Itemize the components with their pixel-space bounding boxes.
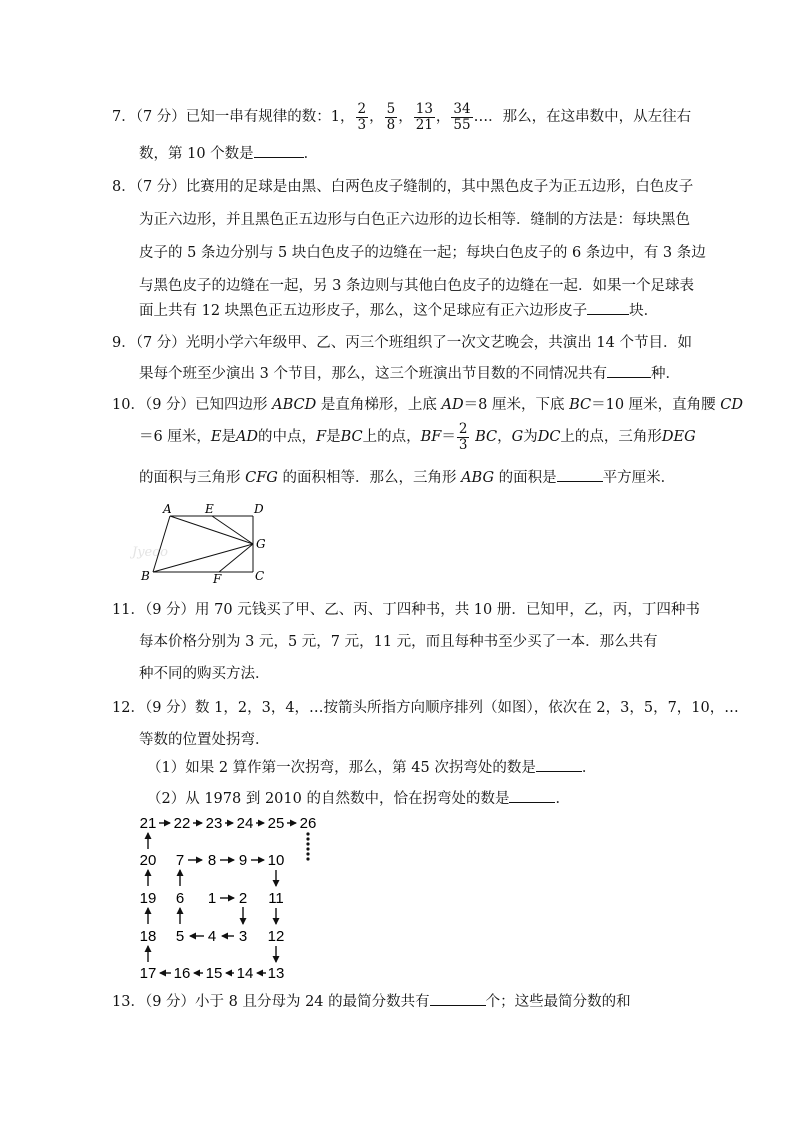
num-19: 19 bbox=[139, 890, 157, 907]
q12-line-1: 12．（9 分）数 1，2，3，4，…按箭头所指方向顺序排列（如图），依次在 2，3，5，7，10，… bbox=[112, 700, 739, 716]
q12-line-2: 等数的位置处拐弯． bbox=[139, 732, 270, 748]
q11-line-2: 每本价格分别为 3 元，5 元，7 元，11 元，而且每种书至少买了一本．那么共有 bbox=[139, 634, 658, 650]
q10-line-1: 10．（9 分）已知四边形 ABCD 是直角梯形，上底 AD＝8 厘米，下底 BC＝10 厘米，直角腰 CD bbox=[112, 397, 743, 413]
q7-line-1: 7．（7 分）已知一串有规律的数：1， $\frac{2}{3}$ ， $\frac{5}{8}$ ， $\frac{13}{21}$ ， $\frac{34}{55}$ …．那么，在这串数中，从左往右 bbox=[112, 100, 692, 133]
num-24: 24 bbox=[236, 815, 254, 832]
q7-text: 7．（7 分）已知一串有规律的数：1， bbox=[112, 109, 355, 125]
trapezoid-figure bbox=[130, 500, 280, 590]
label-D: D bbox=[254, 502, 264, 516]
fraction-2-3: $\frac{2}{3}$ bbox=[357, 100, 367, 133]
num-2: 2 bbox=[238, 890, 248, 907]
q10-line-3: 的面积与三角形 CFG 的面积相等．那么，三角形 ABG 的面积是 平方厘米． bbox=[139, 467, 675, 488]
q8-line-1: 8．（7 分）比赛用的足球是由黑、白两色皮子缝制的，其中黑色皮子为正五边形，白色皮子 bbox=[112, 179, 694, 195]
q8-line-3: 皮子的 5 条边分别与 5 块白色皮子的边缝在一起；每块白色皮子的 6 条边中，有 3 条边 bbox=[139, 245, 706, 261]
num-7: 7 bbox=[175, 852, 185, 869]
num-9: 9 bbox=[238, 852, 248, 869]
answer-blank[interactable] bbox=[509, 788, 555, 803]
fraction-13-21: $\frac{13}{21}$ bbox=[415, 100, 433, 133]
num-8: 8 bbox=[207, 852, 217, 869]
watermark: Jyeoo bbox=[132, 545, 168, 560]
num-10: 10 bbox=[267, 852, 285, 869]
fraction-2-3: $\frac{2}{3}$ bbox=[458, 420, 468, 453]
num-25: 25 bbox=[267, 815, 285, 832]
q10-line-2: ＝6 厘米， E 是 AD 的中点， F 是 BC 上的点， BF ＝ $\frac{2}{3}$ BC ， G 为 DC 上的点，三角形 DEG bbox=[139, 420, 696, 453]
num-6: 6 bbox=[175, 890, 185, 907]
num-13: 13 bbox=[267, 965, 285, 982]
q9-line-2: 果每个班至少演出 3 个节目，那么，这三个班演出节目数的不同情况共有 种． bbox=[139, 363, 680, 384]
q11-line-1: 11．（9 分）用 70 元钱买了甲、乙、丙、丁四种书，共 10 册．已知甲，乙，丙，丁四种书 bbox=[112, 602, 700, 618]
label-G: G bbox=[256, 537, 266, 551]
label-B: B bbox=[141, 569, 150, 583]
q8-line-4: 与黑色皮子的边缝在一起，另 3 条边则与其他白色皮子的边缝在一起．如果一个足球表 bbox=[139, 278, 694, 294]
num-16: 16 bbox=[173, 965, 191, 982]
label-E: E bbox=[205, 502, 214, 516]
num-26: 26 bbox=[299, 815, 317, 832]
num-17: 17 bbox=[139, 965, 157, 982]
q12-sub-1: （1）如果 2 算作第一次拐弯，那么，第 45 次拐弯处的数是 ． bbox=[147, 757, 596, 778]
num-21: 21 bbox=[139, 815, 157, 832]
num-18: 18 bbox=[139, 928, 157, 945]
answer-blank[interactable] bbox=[254, 143, 304, 158]
q13-line-1: 13．（9 分）小于 8 且分母为 24 的最简分数共有 个；这些最简分数的和 bbox=[112, 991, 631, 1012]
q12-sub-2: （2）从 1978 到 2010 的自然数中，恰在拐弯处的数是 ． bbox=[147, 788, 570, 809]
q8-line-5: 面上共有 12 块黑色正五边形皮子，那么，这个足球应有正六边形皮子 块． bbox=[139, 300, 658, 321]
num-14: 14 bbox=[236, 965, 254, 982]
num-12: 12 bbox=[267, 928, 285, 945]
q9-line-1: 9．（7 分）光明小学六年级甲、乙、丙三个班组织了一次文艺晚会，共演出 14 个节目．如 bbox=[112, 335, 692, 351]
num-11: 11 bbox=[268, 890, 284, 907]
num-15: 15 bbox=[205, 965, 223, 982]
num-4: 4 bbox=[207, 928, 217, 945]
q11-line-3: 种不同的购买方法． bbox=[139, 666, 270, 682]
answer-blank[interactable] bbox=[536, 757, 582, 772]
answer-blank[interactable] bbox=[557, 467, 603, 482]
q8-line-2: 为正六边形，并且黑色正五边形与白色正六边形的边长相等．缝制的方法是：每块黑色 bbox=[139, 212, 690, 228]
num-23: 23 bbox=[205, 815, 223, 832]
num-5: 5 bbox=[175, 928, 185, 945]
number-spiral-diagram bbox=[130, 808, 330, 984]
q7-line-2: 数，第 10 个数是 ． bbox=[139, 143, 318, 164]
answer-blank[interactable] bbox=[587, 300, 629, 315]
label-A: A bbox=[163, 502, 172, 516]
num-3: 3 bbox=[238, 928, 248, 945]
q7-text-suffix: …．那么，在这串数中，从左往右 bbox=[473, 109, 692, 125]
label-C: C bbox=[255, 569, 265, 583]
answer-blank[interactable] bbox=[607, 363, 651, 378]
answer-blank[interactable] bbox=[430, 991, 486, 1006]
label-F: F bbox=[213, 572, 222, 586]
num-20: 20 bbox=[139, 852, 157, 869]
num-1: 1 bbox=[207, 890, 217, 907]
num-22: 22 bbox=[173, 815, 191, 832]
fraction-34-55: $\frac{34}{55}$ bbox=[453, 100, 471, 133]
fraction-5-8: $\frac{5}{8}$ bbox=[386, 100, 396, 133]
